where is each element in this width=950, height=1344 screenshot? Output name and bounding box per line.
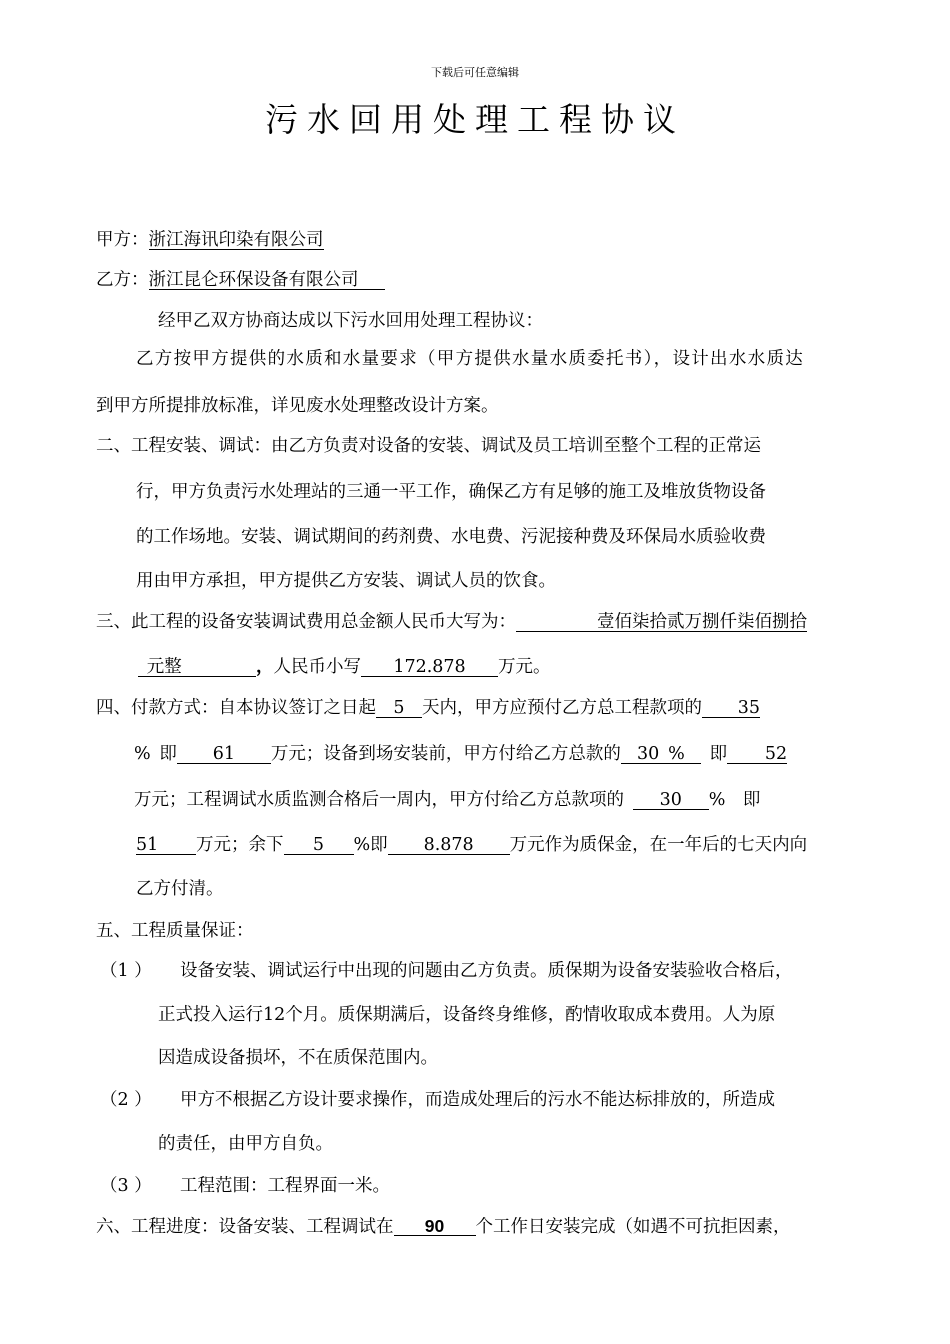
party-a-label: 甲方： (96, 230, 149, 250)
s3-small-label: 人民币小写 (273, 657, 361, 677)
amount-retention: 8.878 (388, 836, 510, 855)
s4-after-days: 天内，甲方应预付乙方总工程款项的 (422, 698, 702, 718)
s5-item-2-line-1: 甲方不根据乙方设计要求操作，而造成处理后的污水不能达标排放的，所造成 (180, 1090, 775, 1110)
party-a-line (96, 229, 324, 251)
s4-line-4 (136, 834, 807, 856)
s5-item-3-number: （3 ） (100, 1176, 152, 1196)
ji-1: 即 (159, 744, 177, 764)
s2-line-3: 的工作场地。安装、调试期间的药剂费、水电费、污泥接种费及环保局水质验收费 (136, 527, 766, 547)
s3-unit: 万元。 (498, 657, 551, 677)
s2-line-1: 二、工程安装、调试：由乙方负责对设备的安装、调试及员工培训至整个工程的正常运 (96, 436, 761, 456)
ji-4: %即 (353, 835, 388, 855)
party-b-label: 乙方： (96, 270, 149, 290)
party-b-name: 浙江昆仑环保设备有限公司 (149, 271, 385, 290)
s5-item-2-number: （2 ） (100, 1090, 152, 1110)
s1-line-1: 乙方按甲方提供的水质和水量要求（甲方提供水量水质委托书），设计出水水质达 (136, 349, 805, 369)
pct-retention: 5 (284, 836, 354, 855)
amount-delivery: 52 (727, 745, 787, 764)
amount-acceptance: 51 (136, 836, 196, 855)
s5-item-2-line-2: 的责任，由甲方自负。 (158, 1134, 333, 1154)
document-title: 污水回用处理工程协议 (265, 100, 685, 139)
s6-prefix: 六、工程进度：设备安装、工程调试在 (96, 1217, 394, 1237)
s4-prefix: 四、付款方式：自本协议签订之日起 (96, 698, 376, 718)
amount-upper-part2: 元整 (138, 658, 256, 677)
s1-line-2: 到甲方所提排放标准，详见废水处理整改设计方案。 (96, 396, 499, 416)
s3-prefix: 三、此工程的设备安装调试费用总金额人民币大写为： (96, 612, 516, 632)
s4-mid-3: 万元；余下 (196, 835, 284, 855)
s4-mid-4: 万元作为质保金，在一年后的七天内向 (509, 835, 808, 855)
pct-advance: 35 (702, 699, 760, 718)
s2-line-2: 行，甲方负责污水处理站的三通一平工作，确保乙方有足够的施工及堆放货物设备 (136, 482, 766, 502)
pct-sign-3: % (708, 790, 726, 810)
ji-3: 即 (742, 790, 761, 810)
s5-item-1-line-2: 正式投入运行12个月。质保期满后，设备终身维修，酌情收取成本费用。人为原 (158, 1005, 776, 1025)
party-b-line (96, 269, 385, 291)
pct-delivery: 30 % (621, 745, 701, 764)
s4-line-3 (134, 789, 760, 811)
s3-line-1 (96, 611, 807, 633)
s6-suffix: 个工作日安装完成（如遇不可抗拒因素， (475, 1217, 791, 1237)
s5-item-3-line-1: 工程范围：工程界面一米。 (180, 1176, 390, 1196)
party-a-name: 浙江海讯印染有限公司 (148, 230, 324, 250)
amount-advance: 61 (177, 745, 271, 764)
s5-item-1-line-3: 因造成设备损坏，不在质保范围内。 (158, 1048, 438, 1068)
s2-line-4: 用由甲方承担，甲方提供乙方安装、调试人员的饮食。 (136, 571, 556, 591)
schedule-days: 90 (394, 1217, 476, 1236)
s5-heading: 五、工程质量保证： (96, 921, 254, 941)
s3-line-2 (138, 656, 551, 678)
s4-line-2 (134, 743, 787, 765)
intro-line: 经甲乙双方协商达成以下污水回用处理工程协议： (158, 311, 543, 331)
pct-sign-1: % (134, 744, 151, 764)
ji-2: 即 (709, 744, 728, 764)
amount-upper-part1: 壹佰柒拾贰万捌仟柒佰捌拾 (516, 613, 807, 632)
s4-mid-1: 万元；设备到场安装前，甲方付给乙方总款的 (270, 744, 621, 764)
s5-item-1-line-1: 设备安装、调试运行中出现的问题由乙方负责。质保期为设备安装验收合格后， (180, 961, 793, 981)
s6-line-1 (96, 1216, 791, 1238)
pct-acceptance: 30 (633, 791, 709, 810)
payment-days: 5 (376, 699, 422, 718)
s4-line-1 (96, 697, 760, 719)
s4-mid-2: 万元；工程调试水质监测合格后一周内，甲方付给乙方总款项的 (134, 790, 624, 810)
header-note: 下载后可任意编辑 (431, 66, 519, 79)
s5-item-1-number: （1 ） (100, 961, 152, 981)
s4-line-5: 乙方付清。 (136, 879, 224, 899)
amount-small: 172.878 (361, 658, 498, 677)
s3-comma: ， (256, 657, 274, 677)
